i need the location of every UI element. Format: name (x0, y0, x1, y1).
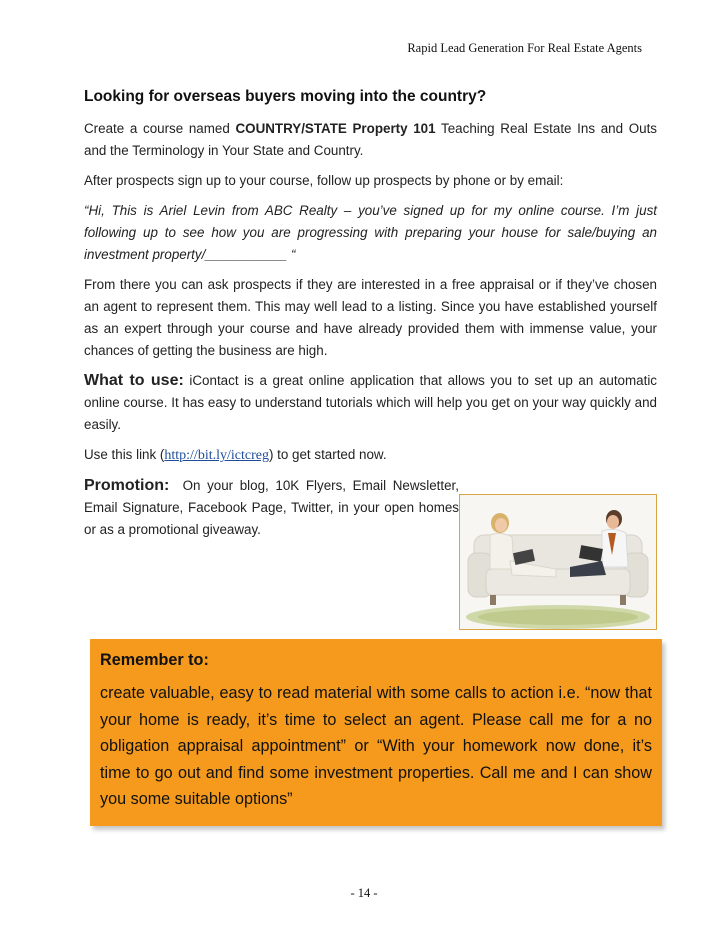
link-paragraph (84, 444, 459, 467)
course-text-start: Create a course named (84, 121, 236, 136)
link-text-start: Use this link ( (84, 447, 165, 462)
appraisal-paragraph: From there you can ask prospects if they are interested in a free appraisal or if they’ve chosen an agent to represent them. This may well lead to a listing. Since you have established yourself as an expert through your course and have already provided them with immense value, your chances of getting the business are high. (84, 277, 657, 358)
page-number: - 14 - (350, 886, 378, 900)
promotion-label: Promotion: (84, 477, 170, 494)
course-text-end: Teaching Real Estate Ins and Outs and the Terminology in Your State and Country. (84, 121, 658, 158)
what-to-use-paragraph (84, 370, 657, 436)
page-body (84, 88, 657, 549)
couple-on-sofa-photo (459, 494, 657, 630)
script-quote: “Hi, This is Ariel Levin from ABC Realty – you’ve signed up for my online course. I’m just following up to see how you are progressing with preparing your house for sale/buying an investment property/___________ “ (84, 203, 657, 262)
what-to-use-text: iContact is a great online application that allows you to set up an automatic online course. It has easy to understand tutorials which will help you get on your way quickly and easily. (84, 373, 657, 432)
couple-on-sofa-with-laptops-icon (460, 495, 656, 629)
section-heading: Looking for overseas buyers moving into the country? (84, 88, 487, 105)
link-text-end: ) to get started now. (268, 447, 387, 462)
course-name: COUNTRY/STATE Property 101 (235, 121, 436, 136)
remember-callout (90, 639, 662, 826)
callout-body: create valuable, easy to read material with some calls to action i.e. “now that your home is ready, it’s time to select an agent. Please call me for a no obligation appraisal appointment” or “With your homework now done, it’s time to go out and find some investment properties. Call me and I can show you some suitable options” (100, 684, 652, 808)
course-paragraph (84, 118, 657, 162)
promotion-text: On your blog, 10K Flyers, Email Newsletter, Email Signature, Facebook Page, Twitter, in your open homes or as a promotional giveaway. (84, 478, 459, 537)
promotion-paragraph (84, 475, 459, 541)
running-header: Rapid Lead Generation For Real Estate Agents (407, 41, 642, 55)
what-to-use-label: What to use: (84, 372, 184, 389)
callout-title: Remember to: (100, 651, 209, 669)
signup-link[interactable]: http://bit.ly/ictcreg (164, 448, 269, 463)
followup-paragraph: After prospects sign up to your course, follow up prospects by phone or by email: (84, 173, 564, 188)
